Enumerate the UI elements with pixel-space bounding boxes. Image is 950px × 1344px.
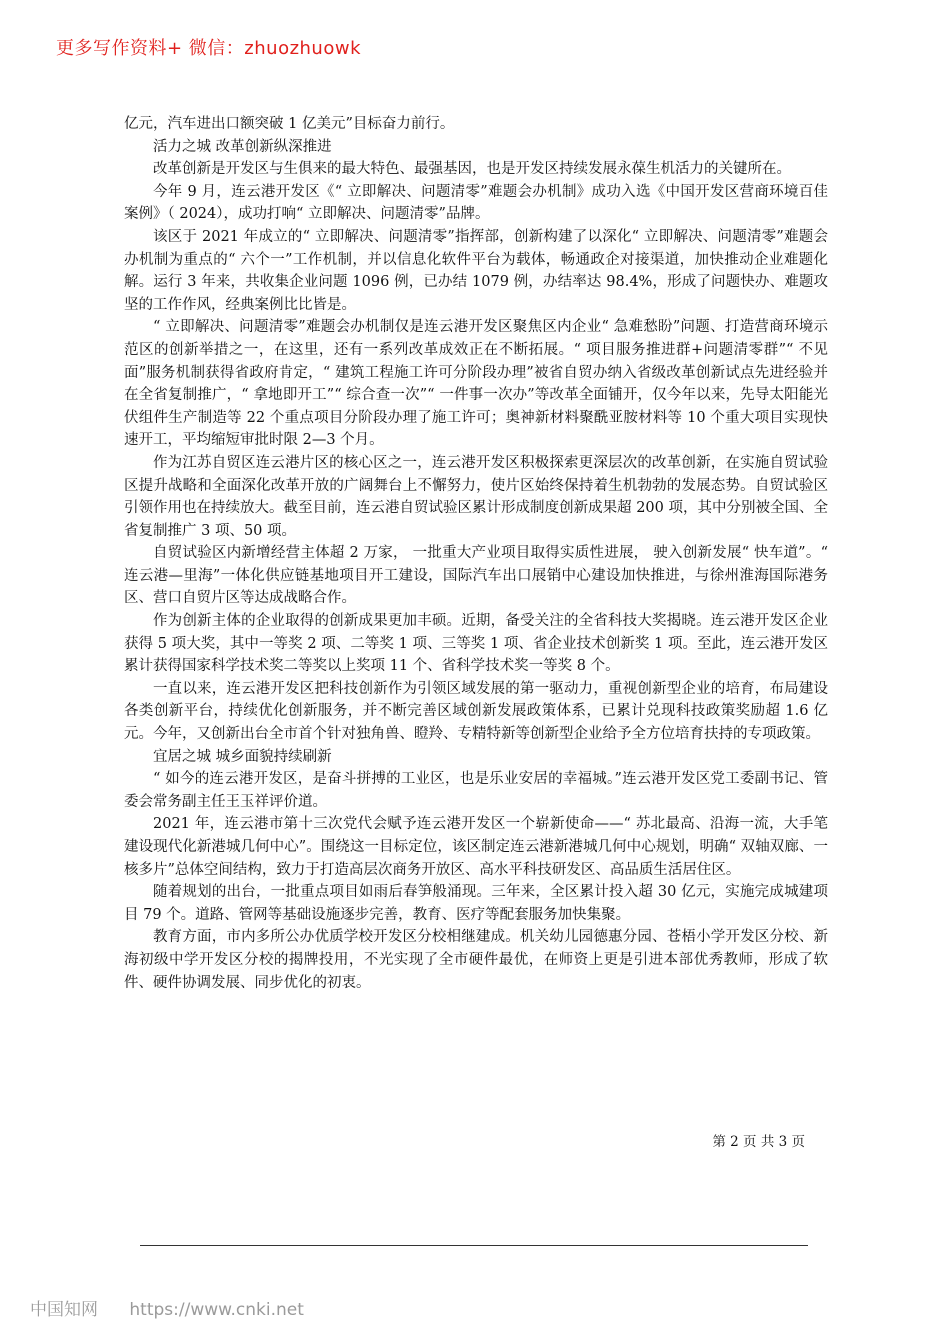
paragraph: 一直以来，连云港开发区把科技创新作为引领区域发展的第一驱动力，重视创新型企业的培育，布局建设各类创新平台，持续优化创新服务，并不断完善区域创新发展政策体系，已累计兑现科技政策奖励超 1.6 亿元。今年，又创新出台全市首个针对独角兽、瞪羚、专精特新等创新型企业给予全方位培育扶持的专项政策。 [124, 680, 828, 743]
paragraph: 作为江苏自贸区连云港片区的核心区之一，连云港开发区积极探索更深层次的改革创新，在实施自贸试验区提升战略和全面深化改革开放的广阔舞台上不懈努力，使片区始终保持着生机勃勃的发展态势。自贸试验区引领作用也在持续放大。截至目前，连云港自贸试验区累计形成制度创新成果超 200 项，其中分别被全国、全省复制推广 3 项、50 项。 [124, 454, 828, 539]
watermark-brand: 中国知网 [30, 1300, 98, 1320]
paragraph: 该区于 2021 年成立的“ 立即解决、问题清零”指挥部，创新构建了以深化“ 立即解决、问题清零”难题会办机制为重点的“ 六个一”工作机制，并以信息化软件平台为载体，畅通政企对接渠道，加快推动企业难题化解。运行 3 年来，共收集企业问题 1096 例，已办结 1079 例，办结率达 98.4%，形成了问题快办、难题攻坚的工作作风，经典案例比比皆是。 [124, 228, 828, 313]
paragraph: 2021 年，连云港市第十三次党代会赋予连云港开发区一个崭新使命——“ 苏北最高、沿海一流，大手笔建设现代化新港城几何中心”。围绕这一目标定位，该区制定连云港新港城几何中心规划，明确“ 双轴双廊、一核多片”总体空间结构，致力于打造高层次商务开放区、高水平科技研发区、高品质生活居住区。 [124, 816, 828, 878]
cnki-watermark [30, 1295, 304, 1320]
document-body [124, 113, 828, 994]
paragraph: 随着规划的出台，一批重点项目如雨后春笋般涌现。三年来，全区累计投入超 30 亿元，实施完成城建项目 79 个。道路、管网等基础设施逐步完善，教育、医疗等配套服务加快集聚。 [124, 884, 828, 923]
promo-header-text: 更多写作资料+ 微信：zhuozhuowk [56, 38, 362, 59]
paragraph: “ 如今的连云港开发区，是奋斗拼搏的工业区，也是乐业安居的幸福城。”连云港开发区党工委副书记、管委会常务副主任王玉祥评价道。 [124, 771, 828, 810]
paragraph: “ 立即解决、问题清零”难题会办机制仅是连云港开发区聚焦区内企业“ 急难愁盼”问题、打造营商环境示范区的创新举措之一，在这里，还有一系列改革成效正在不断拓展。“ 项目服务推进群+问题清零群”“ 不见面”服务机制获得省政府肯定，“ 建筑工程施工许可分阶段办理”被省自贸办纳入省级改革创新试点先进经验并在全省复制推广，“ 拿地即开工”“ 综合查一次”“ 一件事一次办”等改革全面铺开，仅今年以来，先导太阳能光伏组件生产制造等 22 个重点项目分阶段办理了施工许可；奥神新材料聚酰亚胺材料等 10 个重大项目实现快速开工，平均缩短审批时限 2—3 个月。 [124, 319, 828, 449]
paragraph: 教育方面，市内多所公办优质学校开发区分校相继建成。机关幼儿园德惠分园、苍梧小学开发区分校、新海初级中学开发区分校的揭牌投用，不光实现了全市硬件最优，在师资上更是引进本部优秀教师，形成了软件、硬件协调发展、同步优化的初衷。 [124, 929, 828, 991]
footer-divider [140, 1245, 808, 1246]
paragraph-continuation: 亿元，汽车进出口额突破 1 亿美元”目标奋力前行。 [124, 116, 455, 132]
page-number: 第 2 页 共 3 页 [712, 1134, 805, 1150]
section-heading-livable: 宜居之城 城乡面貌持续刷新 [153, 748, 332, 765]
paragraph: 今年 9 月，连云港开发区《“ 立即解决、问题清零”难题会办机制》成功入选《中国开发区营商环境百佳案例》（ 2024），成功打响“ 立即解决、问题清零”品牌。 [124, 183, 828, 223]
section-heading-vitality: 活力之城 改革创新纵深推进 [153, 138, 332, 155]
watermark-url: https://www.cnki.net [129, 1300, 304, 1320]
paragraph: 改革创新是开发区与生俱来的最大特色、最强基因，也是开发区持续发展永葆生机活力的关键所在。 [153, 161, 791, 178]
paragraph: 自贸试验区内新增经营主体超 2 万家， 一批重大产业项目取得实质性进展， 驶入创新发展“ 快车道”。“ 连云港—里海”一体化供应链基地项目开工建设，国际汽车出口展销中心建设加快推进，与徐州淮海国际港务区、营口自贸片区等达成战略合作。 [124, 545, 828, 607]
paragraph: 作为创新主体的企业取得的创新成果更加丰硕。近期，备受关注的全省科技大奖揭晓。连云港开发区企业获得 5 项大奖，其中一等奖 2 项、二等奖 1 项、三等奖 1 项、省企业技术创新奖 1 项。至此，连云港开发区累计获得国家科学技术奖二等奖以上奖项 11 个、省科学技术奖一等奖 8 个。 [124, 613, 828, 675]
